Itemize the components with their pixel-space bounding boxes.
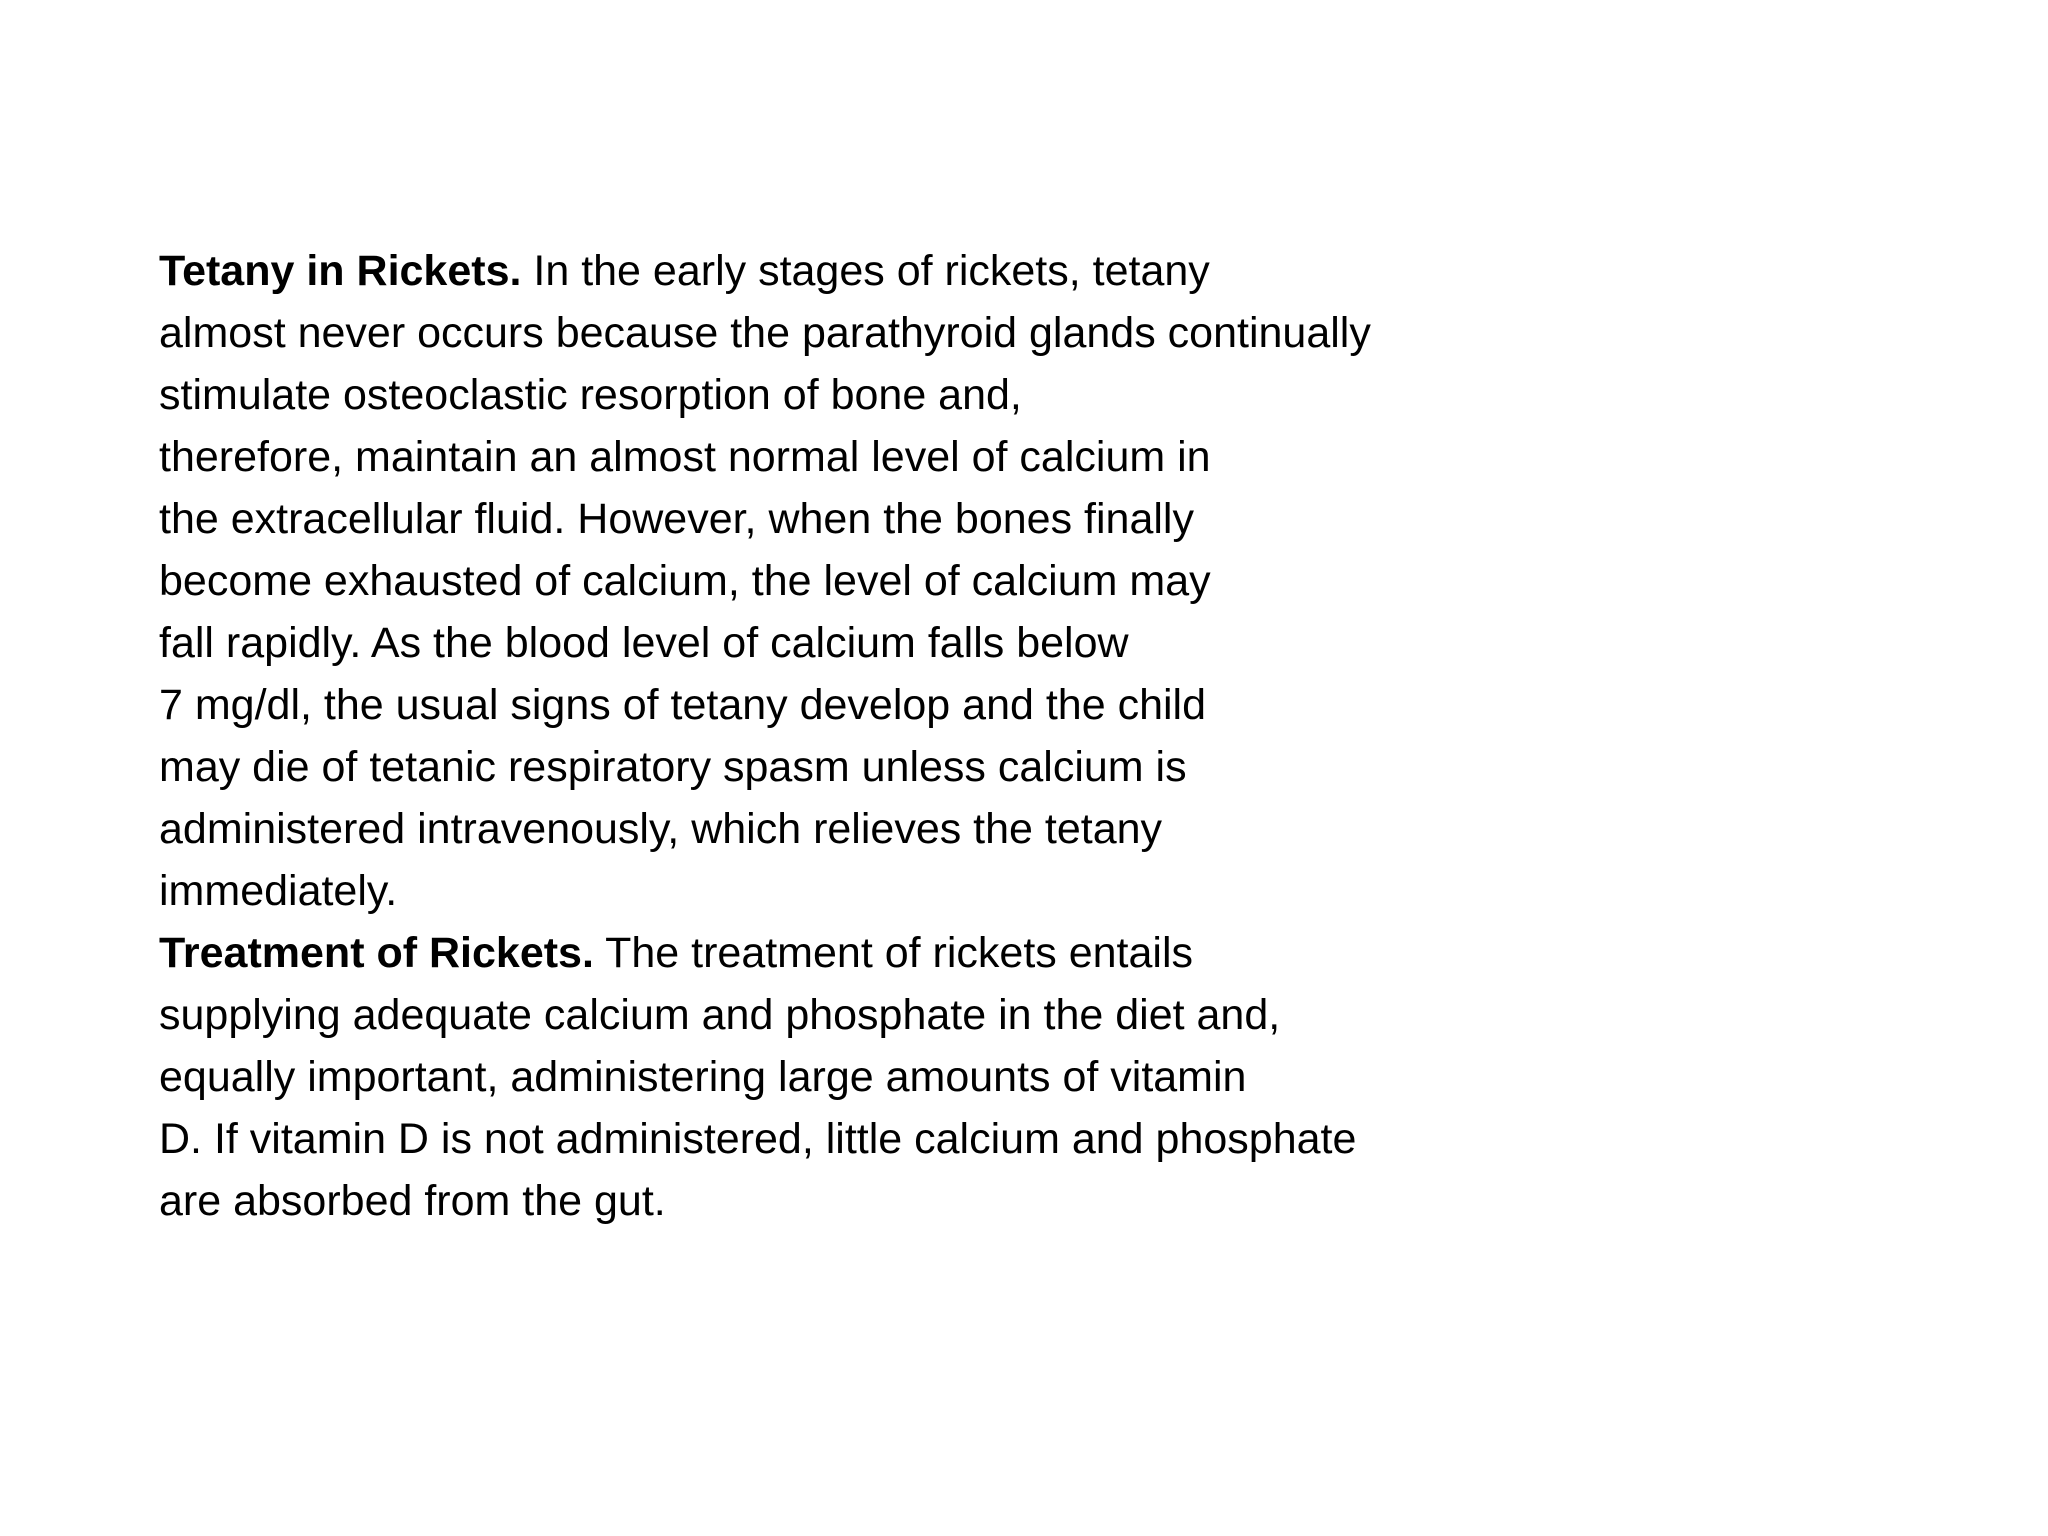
paragraph-tetany-line: the extracellular fluid. However, when the bones finally <box>159 495 1194 543</box>
paragraph-treatment-line: are absorbed from the gut. <box>159 1177 666 1225</box>
paragraph-tetany-line: immediately. <box>159 867 398 915</box>
paragraph-tetany-line: stimulate osteoclastic resorption of bone and, <box>159 371 1022 419</box>
paragraph-tetany-line: 7 mg/dl, the usual signs of tetany develop and the child <box>159 681 1207 729</box>
paragraph-tetany-line: therefore, maintain an almost normal level of calcium in <box>159 433 1211 481</box>
paragraph-tetany-line: almost never occurs because the parathyroid glands continually <box>159 309 1371 357</box>
paragraph-treatment-line: equally important, administering large amounts of vitamin <box>159 1053 1247 1101</box>
paragraph-treatment-line: D. If vitamin D is not administered, little calcium and phosphate <box>159 1115 1357 1163</box>
paragraph-tetany-line-1: Tetany in Rickets. In the early stages of rickets, tetany <box>159 247 1210 295</box>
paragraph-tetany-line: become exhausted of calcium, the level of calcium may <box>159 557 1211 605</box>
heading-treatment-of-rickets: Treatment of Rickets. <box>159 929 594 977</box>
paragraph-treatment-line-1: Treatment of Rickets. The treatment of rickets entails <box>159 929 1194 977</box>
paragraph-tetany-line: may die of tetanic respiratory spasm unless calcium is <box>159 743 1187 791</box>
body-text <box>159 240 1679 1232</box>
heading-tetany-in-rickets: Tetany in Rickets. <box>159 247 522 295</box>
paragraph-tetany-line: administered intravenously, which relieves the tetany <box>159 805 1163 853</box>
paragraph-tetany-line: fall rapidly. As the blood level of calcium falls below <box>159 619 1129 667</box>
paragraph-treatment-line: supplying adequate calcium and phosphate in the diet and, <box>159 991 1281 1039</box>
